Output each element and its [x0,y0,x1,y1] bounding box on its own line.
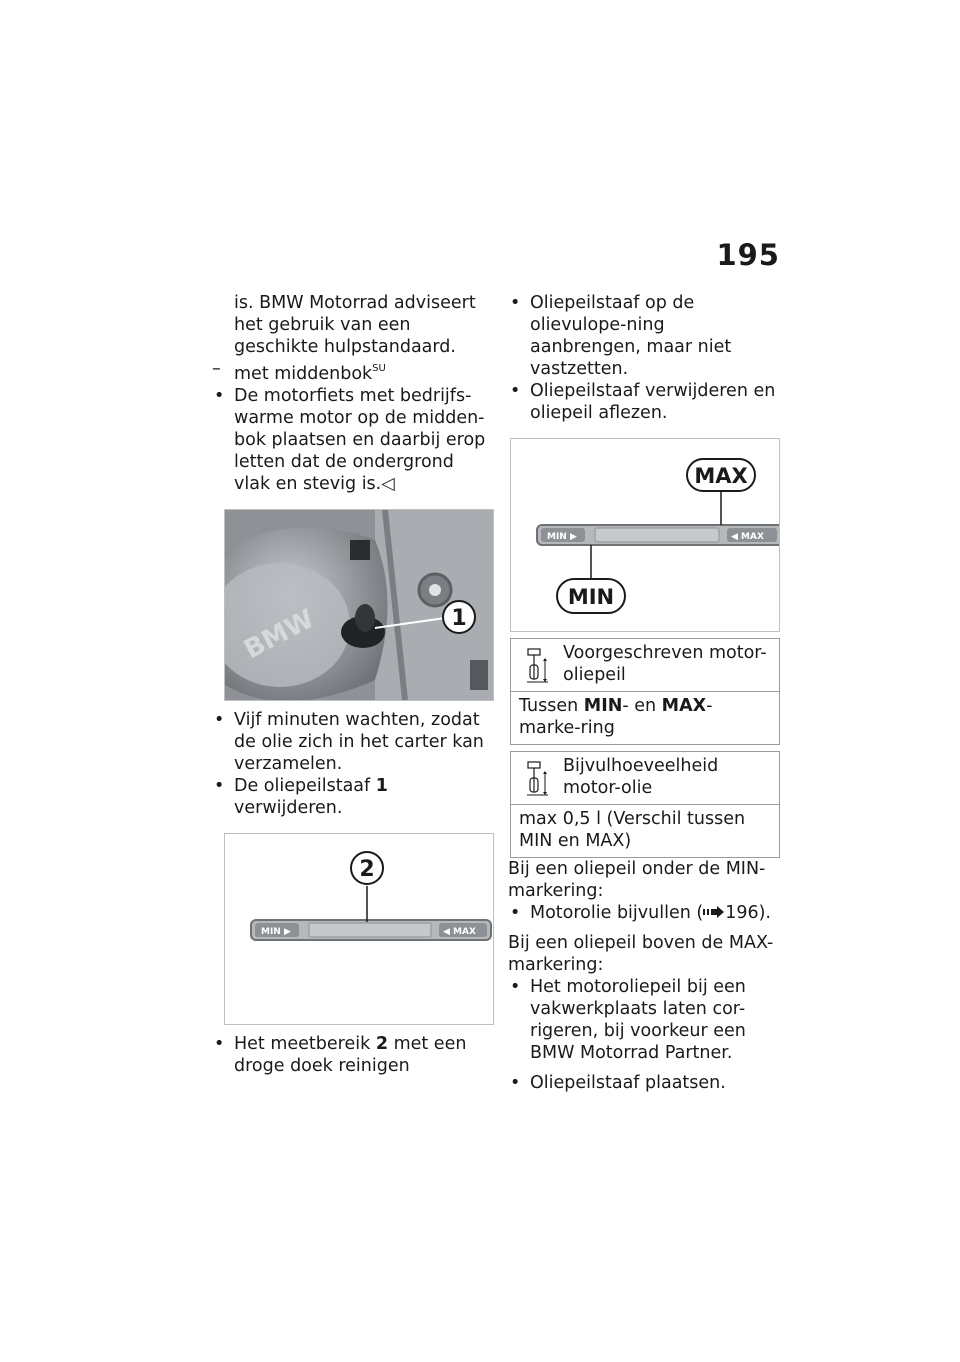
dipstick-level-icon [525,760,549,798]
bullet-item-read-level [508,380,780,424]
bullet-dot: • [510,977,521,997]
spec-body-min: MIN [583,696,623,716]
bullet-text: Oliepeilstaaf plaatsen. [530,1073,726,1093]
engine-illustration [225,510,493,700]
page-number: 195 [716,238,780,272]
bullet-text: Oliepeilstaaf op de olievulope-ning aanbrengen, maar niet vastzetten. [530,293,732,379]
superscript-su: SU [372,363,386,374]
max-tag: ◀ MAX [443,927,476,937]
dash-item-text: met middenbok [234,364,373,384]
paragraph-below-min: Bij een oliepeil onder de MIN-markering: [508,859,766,901]
bullet-text-post: met een droge doek reinigen [234,1034,467,1076]
bullet-dot: • [510,1073,521,1093]
bullet-item-clean [212,1033,494,1077]
bullet-text-pre: Het meetbereik [234,1034,376,1054]
spec-table-oil-level [510,638,780,745]
bullet-text: Vijf minuten wachten, zodat de olie zich in het carter kan verzamelen. [234,710,484,774]
engine-logo: BMW [239,603,320,666]
bullet-bold-ref: 2 [375,1034,388,1054]
bullet-item-wait [212,709,494,775]
spec-header [511,639,779,692]
max-callout-label: MAX [694,464,748,488]
spec-header [511,752,779,805]
bullet-text: Oliepeilstaaf verwijderen en oliepeil aflezen. [530,381,776,423]
spec-body-mid: - en [622,696,662,716]
bullet-item-place-bike [212,385,494,495]
dipstick-figure-2 [224,833,494,1025]
spec-body [511,692,779,744]
bullet-item-add-oil [508,902,780,924]
callout-2-label: 2 [359,857,375,882]
bullet-dot: • [214,1034,225,1054]
bullet-text-pre: De oliepeilstaaf [234,776,376,796]
bullet-dot: • [510,293,521,313]
paragraph-above-max: Bij een oliepeil boven de MAX-markering: [508,933,774,975]
min-tag: MIN ▶ [261,927,291,937]
dash-item-middenbok [212,358,494,385]
bullet-dot: • [510,903,521,923]
max-tag: ◀ MAX [731,532,764,542]
dipstick-illustration [225,834,493,1024]
spec-table-refill-amount [510,751,780,858]
callout-1-label: 1 [451,606,467,631]
dipstick-level-icon [525,647,549,685]
end-mark-icon: ◁ [381,474,395,494]
page-reference-link[interactable]: 196 [725,903,759,923]
spec-body-post: -marke-ring [519,696,713,738]
dipstick-minmax-illustration [511,439,779,631]
spec-body-max: MAX [661,696,707,716]
bullet-text-post: ). [758,903,771,923]
bullet-bold-ref: 1 [375,776,388,796]
bullet-text: Het motoroliepeil bij een vakwerkplaats laten cor-rigeren, bij voorkeur een BMW Motorrad Partner. [530,977,746,1063]
right-column [508,292,780,1094]
bullet-item-workshop [508,976,780,1064]
min-callout-label: MIN [567,585,615,609]
engine-figure [224,509,494,701]
min-tag: MIN ▶ [547,532,577,542]
bullet-item-remove-dipstick [212,775,494,819]
bullet-text-pre: Motorolie bijvullen ( [530,903,704,923]
left-column [212,292,494,1077]
spec-title: Bijvulhoeveelheid motor-olie [563,756,719,798]
bullet-dot: • [214,710,225,730]
page-reference-arrow-icon [703,906,725,918]
bullet-dot: • [510,381,521,401]
bullet-item-replace-dipstick [508,1072,780,1094]
spec-body-pre: Tussen [519,696,584,716]
dash-mark: – [212,359,221,379]
spec-body: max 0,5 l (Verschil tussen MIN en MAX) [519,809,746,851]
bullet-text: De motorfiets met bedrijfs-warme motor op de midden-bok plaatsen en daarbij erop letten dat de ondergrond vlak en stevig is. [234,386,486,494]
spec-title: Voorgeschreven motor-oliepeil [563,643,767,685]
dipstick-minmax-figure [510,438,780,632]
bullet-dot: • [214,386,225,406]
bullet-dot: • [214,776,225,796]
intro-text: is. BMW Motorrad adviseert het gebruik van een geschikte hulpstandaard. [234,293,476,357]
bullet-item-insert-dipstick [508,292,780,380]
bullet-text-post: verwijderen. [234,798,343,818]
